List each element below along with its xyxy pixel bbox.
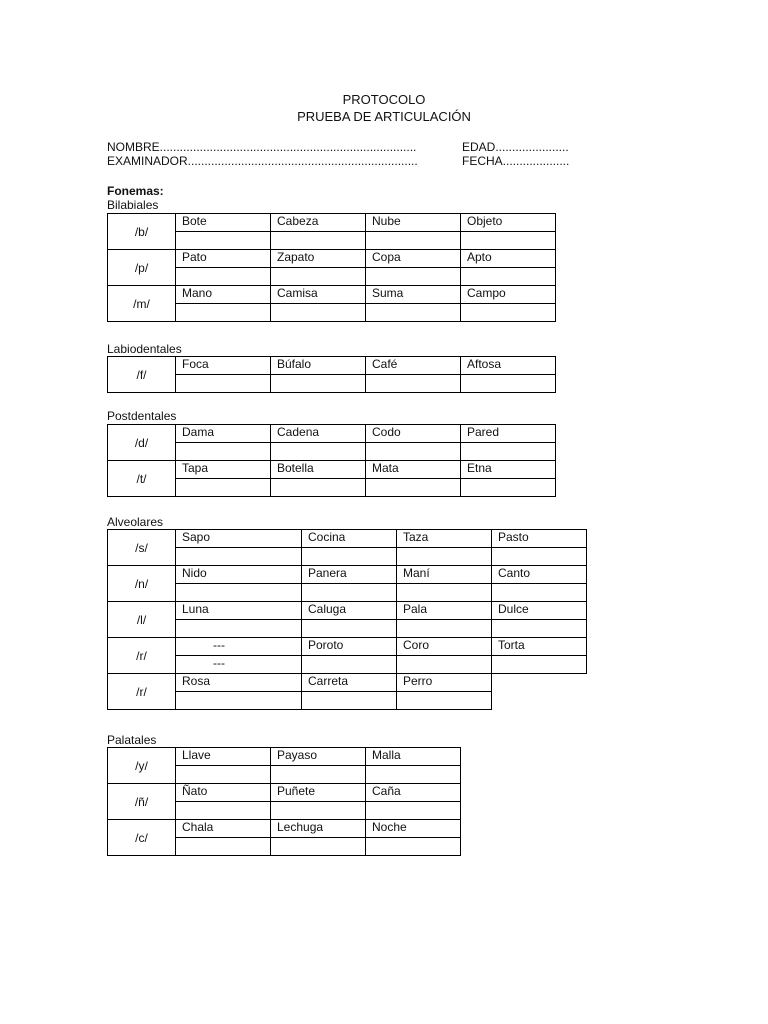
word-cell: Camisa — [271, 286, 366, 304]
word-cell: Torta — [492, 638, 587, 656]
response-cell[interactable] — [176, 766, 271, 784]
section-label-labiodentales: Labiodentales — [107, 342, 182, 356]
word-cell: Rosa — [176, 674, 302, 692]
response-cell[interactable] — [366, 766, 461, 784]
word-cell: Etna — [461, 461, 556, 479]
response-cell[interactable] — [366, 304, 461, 322]
word-cell: Pala — [397, 602, 492, 620]
table-row-response — [108, 656, 587, 674]
response-cell[interactable] — [397, 656, 492, 674]
response-cell[interactable] — [176, 584, 302, 602]
phoneme-cell: /r/ — [108, 674, 176, 710]
word-cell: Payaso — [271, 748, 366, 766]
table-row-response — [108, 692, 587, 710]
response-cell[interactable] — [302, 548, 397, 566]
word-cell: Tapa — [176, 461, 271, 479]
table-row — [108, 425, 556, 443]
table-row — [108, 357, 556, 375]
table-row — [108, 530, 587, 548]
response-cell[interactable] — [271, 304, 366, 322]
phoneme-cell: /c/ — [108, 820, 176, 856]
fonemas-heading: Fonemas: — [107, 184, 164, 198]
response-cell[interactable] — [492, 584, 587, 602]
nombre-field: NOMBRE............................................................................. — [107, 140, 417, 154]
word-cell: Dulce — [492, 602, 587, 620]
word-cell: Coro — [397, 638, 492, 656]
phoneme-cell: /p/ — [108, 250, 176, 286]
response-cell[interactable] — [271, 802, 366, 820]
table-row-response — [108, 802, 556, 820]
phoneme-cell: /m/ — [108, 286, 176, 322]
table-row — [108, 602, 587, 620]
phoneme-cell: /ñ/ — [108, 784, 176, 820]
response-cell[interactable] — [461, 232, 556, 250]
word-cell: Taza — [397, 530, 492, 548]
empty-cell — [461, 802, 556, 820]
word-cell: Puñete — [271, 784, 366, 802]
response-cell[interactable] — [176, 838, 271, 856]
empty-cell — [461, 766, 556, 784]
empty-cell — [461, 820, 556, 838]
word-cell: Caluga — [302, 602, 397, 620]
table-row — [108, 461, 556, 479]
word-cell: Búfalo — [271, 357, 366, 375]
word-cell: Luna — [176, 602, 302, 620]
response-cell[interactable] — [492, 620, 587, 638]
word-cell: Aftosa — [461, 357, 556, 375]
section-label-bilabiales: Bilabiales — [107, 198, 159, 212]
table-row-response — [108, 479, 556, 497]
word-cell: Sapo — [176, 530, 302, 548]
table-row — [108, 820, 556, 838]
word-cell: Llave — [176, 748, 271, 766]
response-cell[interactable] — [271, 838, 366, 856]
word-cell: Café — [366, 357, 461, 375]
word-cell: Copa — [366, 250, 461, 268]
table-postdentales — [107, 424, 556, 497]
phoneme-cell: /b/ — [108, 214, 176, 250]
fecha-field: FECHA.................... — [462, 154, 570, 168]
table-row-response — [108, 443, 556, 461]
table-row-response — [108, 584, 587, 602]
response-cell[interactable] — [302, 584, 397, 602]
word-cell: Panera — [302, 566, 397, 584]
response-cell[interactable] — [366, 479, 461, 497]
response-cell[interactable] — [302, 620, 397, 638]
table-row — [108, 566, 587, 584]
section-label-palatales: Palatales — [107, 733, 157, 747]
word-cell: Poroto — [302, 638, 397, 656]
response-cell[interactable] — [366, 268, 461, 286]
phoneme-cell: /y/ — [108, 748, 176, 784]
table-row — [108, 286, 556, 304]
response-cell[interactable] — [302, 656, 397, 674]
word-cell: Noche — [366, 820, 461, 838]
page-subtitle: PRUEBA DE ARTICULACIÓN — [297, 109, 471, 124]
response-cell[interactable] — [176, 375, 271, 393]
response-cell[interactable] — [397, 548, 492, 566]
word-cell: Lechuga — [271, 820, 366, 838]
response-cell[interactable] — [366, 375, 461, 393]
table-row — [108, 250, 556, 268]
response-cell[interactable] — [397, 584, 492, 602]
table-row — [108, 214, 556, 232]
word-cell: Ñato — [176, 784, 271, 802]
edad-field: EDAD...................... — [462, 140, 569, 154]
word-cell: Malla — [366, 748, 461, 766]
table-row-response — [108, 620, 587, 638]
table-alveolares — [107, 529, 587, 710]
empty-cell — [461, 748, 556, 766]
response-cell[interactable] — [461, 443, 556, 461]
response-cell[interactable] — [366, 443, 461, 461]
word-cell: Nube — [366, 214, 461, 232]
phoneme-cell: /d/ — [108, 425, 176, 461]
response-cell[interactable] — [271, 479, 366, 497]
table-row-response — [108, 548, 587, 566]
word-cell: Codo — [366, 425, 461, 443]
phoneme-cell: /r/ — [108, 638, 176, 674]
word-cell: Pared — [461, 425, 556, 443]
examinador-field: EXAMINADOR..................................................................... — [107, 154, 418, 168]
response-cell[interactable] — [461, 304, 556, 322]
response-cell[interactable] — [176, 443, 271, 461]
word-cell: Zapato — [271, 250, 366, 268]
word-cell: Bote — [176, 214, 271, 232]
response-cell[interactable] — [492, 548, 587, 566]
table-row — [108, 638, 587, 656]
response-cell[interactable]: --- — [176, 656, 302, 674]
word-cell: Pato — [176, 250, 271, 268]
response-cell[interactable] — [271, 268, 366, 286]
response-cell[interactable] — [461, 268, 556, 286]
phoneme-cell: /t/ — [108, 461, 176, 497]
word-cell: Maní — [397, 566, 492, 584]
word-cell: Canto — [492, 566, 587, 584]
empty-cell — [461, 784, 556, 802]
table-bilabiales — [107, 213, 556, 322]
word-cell: Cocina — [302, 530, 397, 548]
response-cell[interactable] — [366, 838, 461, 856]
response-cell[interactable] — [176, 548, 302, 566]
response-cell[interactable] — [271, 232, 366, 250]
word-cell: Chala — [176, 820, 271, 838]
word-cell: Botella — [271, 461, 366, 479]
response-cell[interactable] — [461, 375, 556, 393]
empty-cell — [492, 692, 587, 710]
response-cell[interactable] — [176, 692, 302, 710]
section-label-alveolares: Alveolares — [107, 515, 164, 529]
phoneme-cell: /s/ — [108, 530, 176, 566]
word-cell: Caña — [366, 784, 461, 802]
word-cell: Dama — [176, 425, 271, 443]
response-cell[interactable] — [366, 232, 461, 250]
response-cell[interactable] — [302, 692, 397, 710]
table-row-response — [108, 232, 556, 250]
response-cell[interactable] — [176, 479, 271, 497]
word-cell: Cabeza — [271, 214, 366, 232]
table-palatales — [107, 747, 556, 856]
response-cell[interactable] — [366, 802, 461, 820]
phoneme-cell: /f/ — [108, 357, 176, 393]
word-cell: Carreta — [302, 674, 397, 692]
response-cell[interactable] — [176, 620, 302, 638]
table-row-response — [108, 268, 556, 286]
table-row-response — [108, 304, 556, 322]
word-cell: --- — [176, 638, 302, 656]
response-cell[interactable] — [176, 802, 271, 820]
response-cell[interactable] — [397, 620, 492, 638]
section-label-postdentales: Postdentales — [107, 409, 177, 423]
response-cell[interactable] — [397, 692, 492, 710]
page-title: PROTOCOLO — [342, 92, 426, 107]
word-cell: Apto — [461, 250, 556, 268]
response-cell[interactable] — [492, 656, 587, 674]
table-row-response — [108, 766, 556, 784]
response-cell[interactable] — [271, 443, 366, 461]
word-cell: Nido — [176, 566, 302, 584]
table-labiodentales — [107, 356, 556, 393]
response-cell[interactable] — [461, 479, 556, 497]
word-cell: Pasto — [492, 530, 587, 548]
response-cell[interactable] — [271, 375, 366, 393]
word-cell: Objeto — [461, 214, 556, 232]
response-cell[interactable] — [271, 766, 366, 784]
word-cell: Foca — [176, 357, 271, 375]
word-cell: Perro — [397, 674, 492, 692]
table-row-response — [108, 838, 556, 856]
table-row — [108, 784, 556, 802]
table-row-response — [108, 375, 556, 393]
word-cell: Campo — [461, 286, 556, 304]
empty-cell — [492, 674, 587, 692]
word-cell: Cadena — [271, 425, 366, 443]
table-row — [108, 674, 587, 692]
phoneme-cell: /n/ — [108, 566, 176, 602]
response-cell[interactable] — [176, 232, 271, 250]
response-cell[interactable] — [176, 304, 271, 322]
empty-cell — [461, 838, 556, 856]
response-cell[interactable] — [176, 268, 271, 286]
table-row — [108, 748, 556, 766]
word-cell: Mata — [366, 461, 461, 479]
word-cell: Mano — [176, 286, 271, 304]
phoneme-cell: /l/ — [108, 602, 176, 638]
word-cell: Suma — [366, 286, 461, 304]
